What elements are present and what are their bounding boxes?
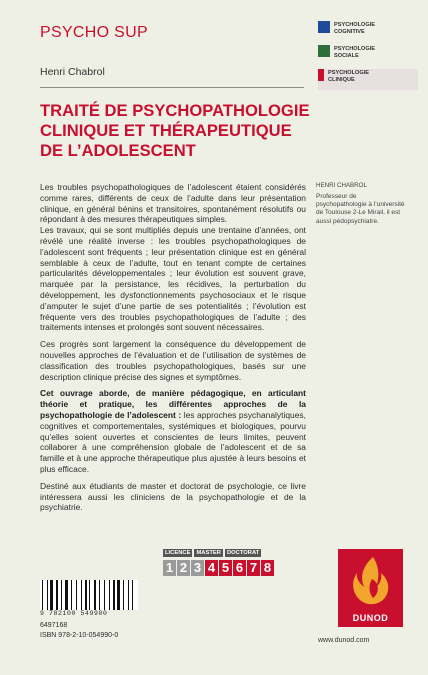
barcode-bar	[94, 580, 96, 610]
barcode-bar	[50, 580, 53, 610]
barcode-bar	[123, 580, 124, 610]
barcode-bar	[49, 580, 50, 610]
level-headers	[163, 549, 283, 557]
barcode-bar	[104, 580, 105, 610]
barcode-bar	[83, 580, 84, 610]
barcode-bar	[63, 580, 65, 610]
back-cover-text	[40, 182, 306, 519]
barcode-bar	[91, 580, 93, 610]
barcode-icon	[40, 580, 138, 610]
category-color-swatch	[318, 21, 330, 33]
level-number: 3	[191, 560, 204, 576]
level-indicator	[163, 549, 283, 583]
barcode-bar	[61, 580, 62, 610]
category-color-swatch	[318, 69, 324, 81]
publisher-name: DUNOD	[352, 613, 389, 623]
category-label: PSYCHOLOGIE SOCIALE	[334, 46, 376, 59]
barcode-bar	[54, 580, 55, 610]
isbn: ISBN 978-2-10-054990-0	[40, 632, 119, 639]
barcode-bar	[65, 580, 68, 610]
barcode-bar	[109, 580, 110, 610]
barcode-bar	[117, 580, 120, 610]
bio-author-name: HENRI CHABROL	[316, 182, 367, 189]
barcode-bar	[132, 580, 133, 610]
author-name: Henri Chabrol	[40, 66, 105, 78]
barcode-bar	[111, 580, 112, 610]
barcode-bar	[69, 580, 70, 610]
barcode-bar	[134, 580, 135, 610]
barcode-bar	[81, 580, 82, 610]
barcode-bar	[73, 580, 75, 610]
barcode-bar	[42, 580, 43, 610]
category-social	[318, 45, 418, 66]
level-number: 5	[219, 560, 232, 576]
level-number: 6	[233, 560, 246, 576]
barcode-bar	[76, 580, 77, 610]
barcode-bar	[116, 580, 117, 610]
paragraph: Ces progrès sont largement la conséquence du développement de nouvelles approches de l’évaluation et de l’utilisation de systèmes de classification des troubles psychopathologiques, basés sur une description clinique précise des signes et symptômes.	[40, 339, 306, 382]
barcode-digits: 9 782100 549900	[40, 610, 108, 617]
level-number: 2	[177, 560, 190, 576]
level-licence: LICENCE	[165, 550, 191, 556]
level-doctorat: DOCTORAT	[226, 550, 260, 556]
barcode-bar	[113, 580, 115, 610]
paragraph: Cet ouvrage aborde, de manière pédagogique, en articulant théorie et pratique, les différentes approches de la psychopathologie de l’adolescent : les approches psychanalytiques, cognitives et comportementales, systémiques et biologiques, pourvu qu’elles soient ouvertes et conscientes de leurs limites, peuvent collaborer à une compréhension globale de l’adolescent et de sa famille et à une approche thérapeutique plus ajustée à leurs besoins et plus efficace.	[40, 388, 306, 474]
category-cognitive	[318, 21, 418, 42]
barcode-bar	[44, 580, 46, 610]
barcode-bar	[106, 580, 108, 610]
level-number: 7	[247, 560, 260, 576]
level-number: 1	[163, 560, 176, 576]
barcode-bar	[125, 580, 127, 610]
barcode-bar	[77, 580, 80, 610]
barcode-bar	[85, 580, 87, 610]
paragraph: Les troubles psychopathologiques de l’adolescent étaient considérés comme rares, différents de ceux de l’adulte dans leur présentation clinique, en général bénins et transitoires, spontanément résolutifs ou répondant à des mesures thérapeutiques simples. Les travaux, qui se sont multipliés depuis une trentaine d’années, ont révélé une réalité inverse : les troubles psychopathologiques de l’adolescent sont fréquents ; leur présentation clinique est en général semblable à ceux de l’adulte, tout en tenant compte de certaines particularités développementales ; leur évolution est souvent grave, marquée par la persistance, les récidives, la perturbation du développement, les dysfonctionnements psychosociaux et le risque d’amputer le sujet d’une partie de ses potentialités ; l’évolution est fréquente vers des troubles psychopathologiques de l’adulte ; des traitements intenses et prolongés sont souvent nécessaires.	[40, 182, 306, 333]
publisher-website[interactable]: www.dunod.com	[318, 637, 370, 644]
barcode-bar	[59, 580, 60, 610]
barcode-bar	[128, 580, 129, 610]
barcode-bar	[101, 580, 104, 610]
series-name: PSYCHO SUP	[40, 24, 148, 41]
category-label: PSYCHOLOGIE CLINIQUE	[328, 70, 370, 83]
title-line: CLINIQUE ET THÉRAPEUTIQUE	[40, 121, 292, 140]
divider	[40, 87, 304, 88]
barcode-bar	[99, 580, 100, 610]
category-label: PSYCHOLOGIE COGNITIVE	[334, 22, 376, 35]
author-bio: Professeur de psychopathologie à l’université de Toulouse 2-Le Mirail, il est aussi pédopsychiatre.	[316, 193, 405, 225]
level-master: MASTER	[196, 550, 221, 556]
barcode-bar	[121, 580, 122, 610]
barcode-bar	[97, 580, 98, 610]
flame-icon	[338, 549, 403, 611]
category-legend	[318, 21, 418, 93]
level-number: 8	[261, 560, 274, 576]
barcode-bar	[89, 580, 90, 610]
book-title	[40, 101, 310, 161]
barcode-bar	[47, 580, 48, 610]
title-line: TRAITÉ DE PSYCHOPATHOLOGIE	[40, 101, 310, 120]
barcode-bar	[130, 580, 132, 610]
paragraph: Destiné aux étudiants de master et doctorat de psychologie, ce livre intéressera aussi les cliniciens de la psychopathologie et de la psychiatrie.	[40, 480, 306, 513]
category-color-swatch	[318, 45, 330, 57]
level-number: 4	[205, 560, 218, 576]
barcode-bar	[88, 580, 89, 610]
barcode-bar	[56, 580, 58, 610]
category-clinical	[318, 69, 418, 90]
title-line: DE L’ADOLESCENT	[40, 141, 196, 160]
level-numbers	[163, 560, 283, 576]
barcode-bar	[71, 580, 72, 610]
product-code: 6497168	[40, 622, 68, 629]
